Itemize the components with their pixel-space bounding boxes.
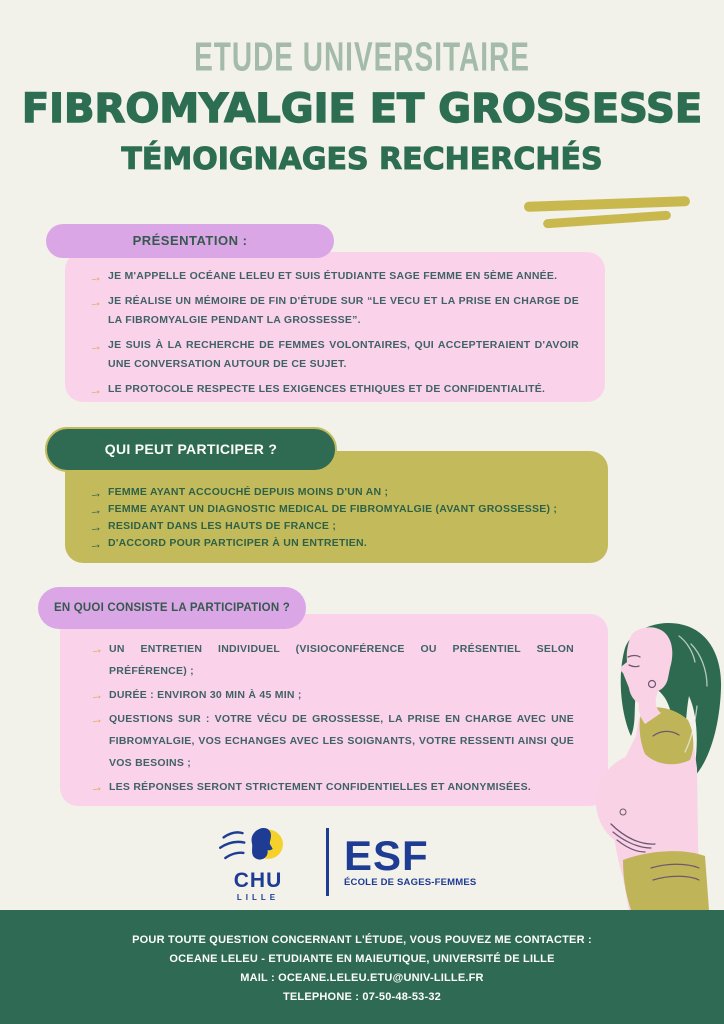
bullet-item [89, 484, 583, 501]
logos-row [205, 820, 476, 904]
arrow-icon: → [88, 293, 103, 310]
bullet-item [90, 776, 574, 798]
esf-wordmark: ESF [344, 831, 429, 879]
logo-divider [326, 828, 329, 896]
bullet-text: FEMME AYANT UN DIAGNOSTIC MEDICAL DE FIBROMYALGIE (AVANT GROSSESSE) ; [108, 503, 558, 515]
section-participants-header: QUI PEUT PARTICIPER ? [45, 427, 337, 472]
bullet-text: DURÉE : ENVIRON 30 MIN À 45 MIN ; [109, 689, 302, 701]
footer-line-email: MAIL : OCEANE.LELEU.ETU@UNIV-LILLE.FR [240, 972, 484, 984]
section-presentation-body [65, 252, 605, 402]
bullet-text: LE PROTOCOLE RESPECTE LES EXIGENCES ETHIQUES ET DE CONFIDENTIALITÉ. [108, 383, 546, 395]
header-kicker: ETUDE UNIVERSITAIRE [194, 34, 530, 79]
bullet-text: RESIDANT DANS LES HAUTS DE FRANCE ; [108, 520, 337, 532]
gold-stroke-decoration [543, 211, 671, 229]
section-presentation-header: PRÉSENTATION : [46, 224, 334, 258]
arrow-icon: → [89, 640, 104, 657]
bullet-item [89, 336, 579, 374]
arrow-icon: → [88, 268, 103, 285]
chu-logo-mark [215, 823, 301, 869]
pregnant-woman-illustration [595, 618, 724, 910]
chu-wordmark: CHU [233, 868, 283, 892]
arrow-icon: → [88, 518, 103, 535]
bullet-item [90, 638, 574, 682]
section-participation-header: EN QUOI CONSISTE LA PARTICIPATION ? [38, 587, 306, 629]
footer-line-identity: OCEANE LELEU - ETUDIANTE EN MAIEUTIQUE, UNIVERSITÉ DE LILLE [169, 953, 555, 965]
bullet-text: QUESTIONS SUR : VOTRE VÉCU DE GROSSESSE, LA PRISE EN CHARGE AVEC UNE FIBROMYALGIE, VOS ECHANGES AVEC LES SOIGNANTS, VOTRE RESSENTI AINSI QUE VOS BESOINS ; [109, 713, 574, 769]
bullet-item [89, 501, 583, 518]
section-participation-body [60, 614, 608, 806]
esf-subtitle: ÉCOLE DE SAGES-FEMMES [344, 877, 477, 889]
page-subtitle: TÉMOIGNAGES RECHERCHÉS [121, 142, 603, 177]
chu-lille-logo [205, 823, 311, 902]
arrow-icon: → [89, 686, 104, 703]
bullet-text: JE M'APPELLE OCÉANE LELEU ET SUIS ÉTUDIANTE SAGE FEMME EN 5ÈME ANNÉE. [108, 270, 558, 282]
page-title: FIBROMYALGIE ET GROSSESSE [21, 86, 703, 132]
bullet-text: D'ACCORD POUR PARTICIPER À UN ENTRETIEN. [108, 537, 368, 549]
gold-stroke-decoration [524, 196, 690, 212]
arrow-icon: → [88, 484, 103, 501]
bullet-text: JE SUIS À LA RECHERCHE DE FEMMES VOLONTAIRES, QUI ACCEPTERAIENT D'AVOIR UNE CONVERSATION AUTOUR DE CE SUJET. [108, 339, 579, 370]
arrow-icon: → [88, 337, 103, 354]
bullet-item [89, 518, 583, 535]
bullet-text: JE RÉALISE UN MÉMOIRE DE FIN D'ÉTUDE SUR “LE VECU ET LA PRISE EN CHARGE DE LA FIBROMYALGIE PENDANT LA GROSSESSE”. [108, 295, 579, 326]
bullet-item [89, 535, 583, 552]
footer-line-contact: POUR TOUTE QUESTION CONCERNANT L'ÉTUDE, VOUS POUVEZ ME CONTACTER : [132, 934, 592, 946]
bullet-text: FEMME AYANT ACCOUCHÉ DEPUIS MOINS D'UN AN ; [108, 486, 389, 498]
chu-city-label: LILLE [236, 892, 280, 902]
arrow-icon: → [88, 535, 103, 552]
bullet-text: LES RÉPONSES SERONT STRICTEMENT CONFIDENTIELLES ET ANONYMISÉES. [109, 781, 531, 793]
bullet-item [89, 267, 579, 286]
esf-logo [344, 831, 477, 889]
footer-contact-band [0, 910, 724, 1024]
arrow-icon: → [88, 381, 103, 398]
bullet-item [90, 684, 574, 706]
arrow-icon: → [89, 778, 104, 795]
bullet-item [89, 292, 579, 330]
arrow-icon: → [89, 710, 104, 727]
footer-line-phone: TELEPHONE : 07-50-48-53-32 [282, 991, 442, 1003]
bullet-text: UN ENTRETIEN INDIVIDUEL (VISIOCONFÉRENCE OU PRÉSENTIEL SELON PRÉFÉRENCE) ; [109, 643, 574, 677]
arrow-icon: → [88, 501, 103, 518]
bullet-item [90, 708, 574, 774]
bullet-item [89, 380, 579, 399]
